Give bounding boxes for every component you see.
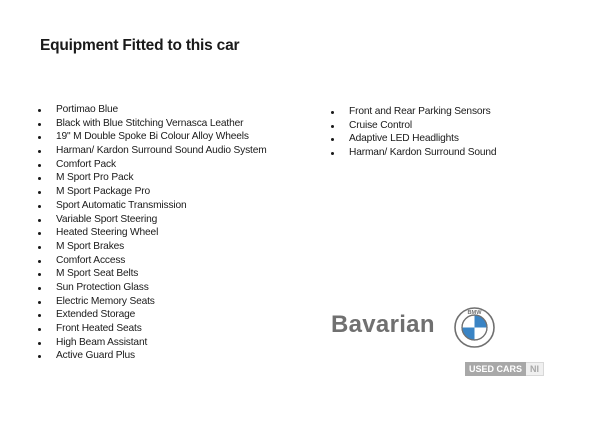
equipment-item: Extended Storage: [37, 308, 267, 322]
equipment-item: Heated Steering Wheel: [37, 226, 267, 240]
equipment-item: Sport Automatic Transmission: [37, 199, 267, 213]
equipment-item: Adaptive LED Headlights: [330, 132, 496, 146]
equipment-item: Sun Protection Glass: [37, 281, 267, 295]
equipment-item: Comfort Access: [37, 254, 267, 268]
equipment-item: Active Guard Plus: [37, 349, 267, 363]
equipment-item: Harman/ Kardon Surround Sound: [330, 146, 496, 160]
equipment-item: M Sport Brakes: [37, 240, 267, 254]
equipment-item: Portimao Blue: [37, 103, 267, 117]
equipment-list-left: [37, 103, 267, 363]
dealer-logo-text: Bavarian: [331, 311, 435, 338]
equipment-item: Harman/ Kardon Surround Sound Audio System: [37, 144, 267, 158]
equipment-item: Variable Sport Steering: [37, 213, 267, 227]
equipment-item: High Beam Assistant: [37, 336, 267, 350]
page-title: Equipment Fitted to this car: [40, 37, 240, 54]
equipment-item: 19" M Double Spoke Bi Colour Alloy Wheels: [37, 130, 267, 144]
roundel-letters: BMW: [467, 309, 482, 316]
equipment-item: M Sport Seat Belts: [37, 267, 267, 281]
equipment-item: Comfort Pack: [37, 158, 267, 172]
equipment-item: M Sport Package Pro: [37, 185, 267, 199]
equipment-item: Black with Blue Stitching Vernasca Leather: [37, 117, 267, 131]
equipment-item: Front and Rear Parking Sensors: [330, 105, 496, 119]
bmw-roundel-icon: [454, 307, 495, 348]
equipment-list-right: [330, 105, 496, 160]
equipment-item: Electric Memory Seats: [37, 295, 267, 309]
badge-used-cars: USED CARS: [465, 362, 526, 376]
equipment-item: Front Heated Seats: [37, 322, 267, 336]
used-cars-ni-badge: [465, 362, 544, 376]
badge-ni: NI: [526, 362, 544, 376]
equipment-item: Cruise Control: [330, 119, 496, 133]
equipment-item: M Sport Pro Pack: [37, 171, 267, 185]
